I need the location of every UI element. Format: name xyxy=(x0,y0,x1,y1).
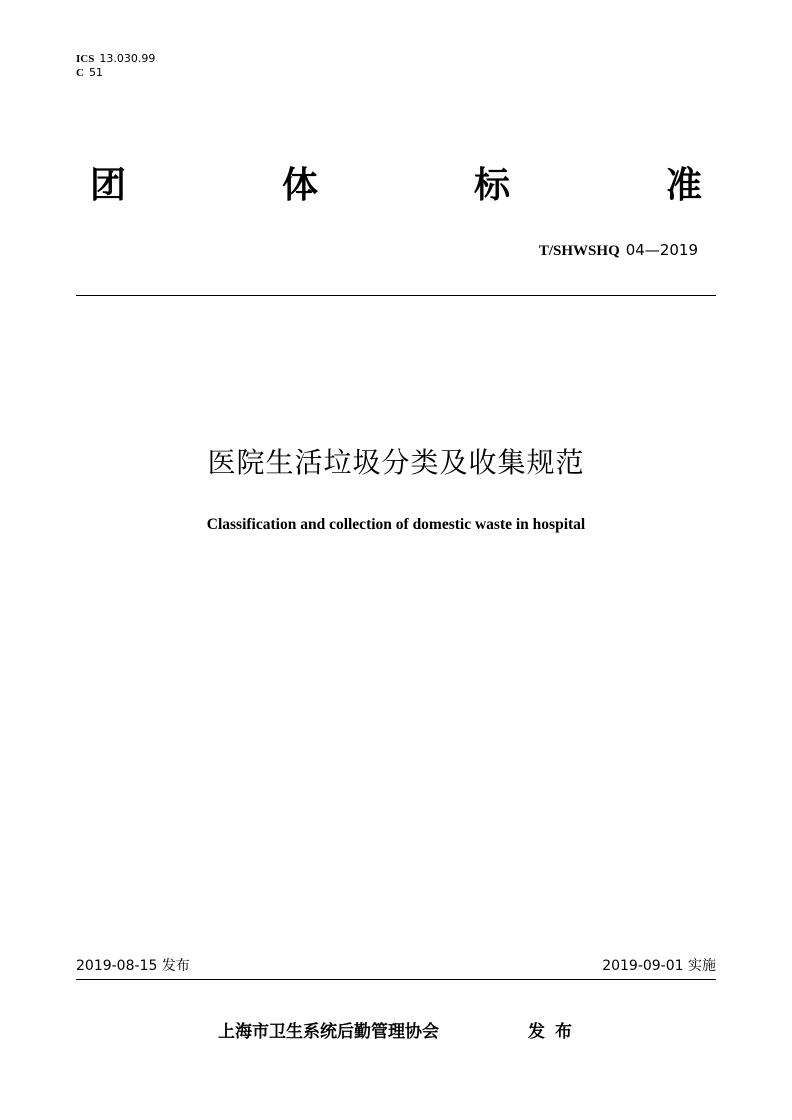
publish-label: 发布 xyxy=(528,1022,582,1042)
ccs-code xyxy=(76,66,103,80)
standard-number-value: 04—2019 xyxy=(625,241,698,259)
ics-value: 13.030.99 xyxy=(99,52,156,65)
ccs-label: C xyxy=(76,67,84,79)
document-title-cn: 医院生活垃圾分类及收集规范 xyxy=(207,446,585,479)
title-char: 准 xyxy=(665,165,702,206)
publisher-name: 上海市卫生系统后勤管理协会 xyxy=(218,1022,439,1042)
document-title-en: Classification and collection of domestic waste in hospital xyxy=(206,516,586,533)
title-char: 体 xyxy=(281,165,318,206)
header-divider xyxy=(76,295,716,296)
ics-code xyxy=(76,52,155,66)
standard-number xyxy=(539,240,698,261)
ics-label: ICS xyxy=(76,53,95,65)
standard-prefix: T/SHWSHQ xyxy=(538,243,620,259)
footer-divider xyxy=(76,979,716,980)
title-char: 团 xyxy=(90,165,127,206)
standard-type-title xyxy=(90,164,702,208)
ccs-value: 51 xyxy=(88,66,103,79)
implement-date: 2019-09-01 实施 xyxy=(602,958,716,974)
title-char: 标 xyxy=(473,165,510,206)
release-date: 2019-08-15 发布 xyxy=(76,958,190,974)
